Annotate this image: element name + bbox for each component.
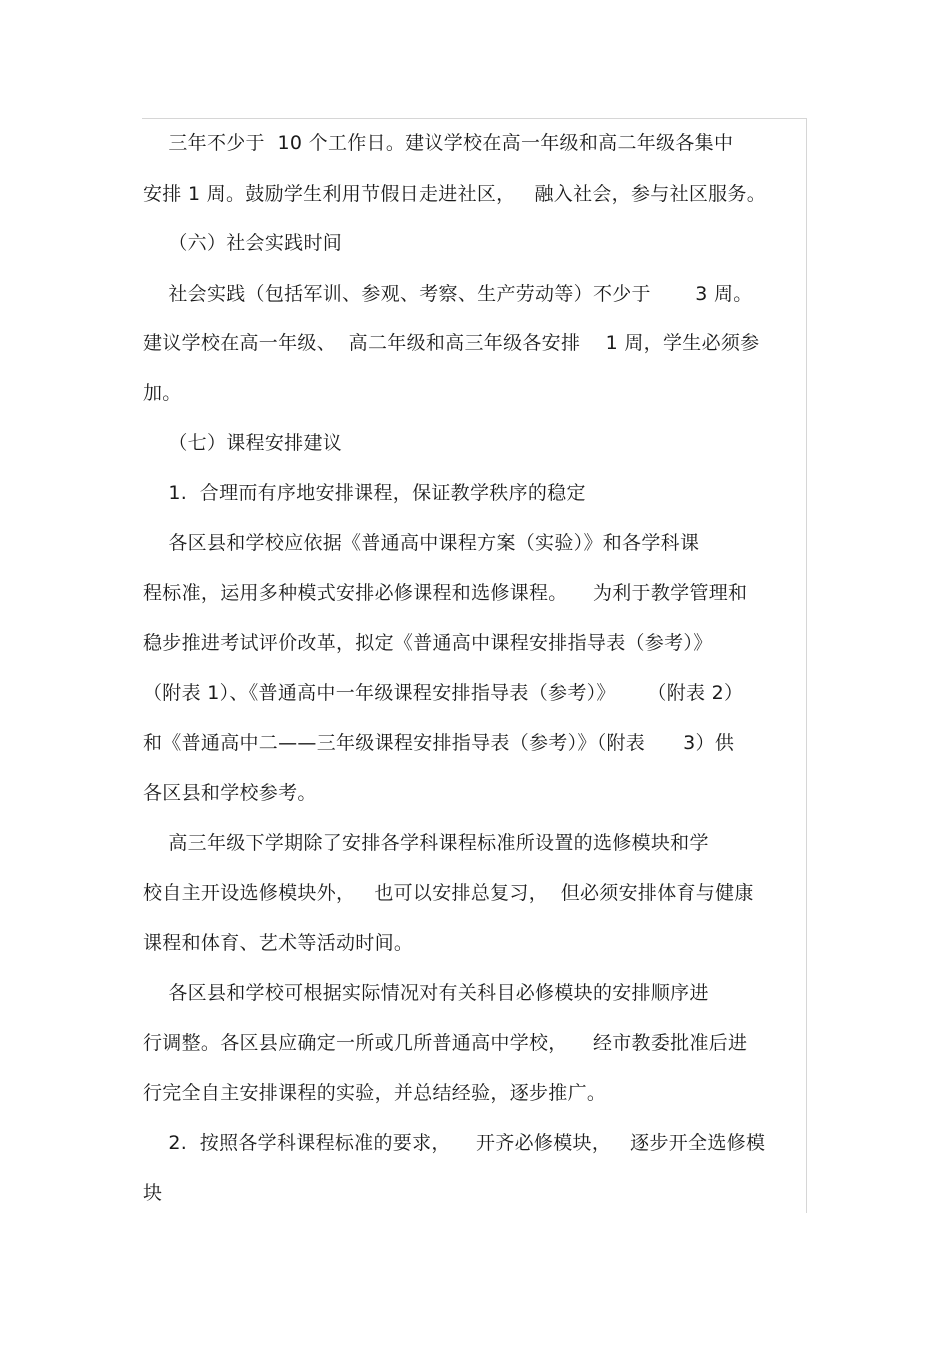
text-line: 安排 1 周。鼓励学生利用节假日走进社区， 融入社会，参与社区服务。 [143, 183, 767, 205]
subsection-heading: 2. 按照各学科课程标准的要求， 开齐必修模块， 逐步开全选修模 [143, 1132, 766, 1154]
text-line: 各区县和学校应依据《普通高中课程方案（实验）》和各学科课 [143, 532, 700, 554]
text-line: 行完全自主安排课程的实验，并总结经验，逐步推广。 [143, 1082, 607, 1104]
text-line: 高三年级下学期除了安排各学科课程标准所设置的选修模块和学 [143, 832, 709, 854]
text-line: 块 [143, 1182, 163, 1204]
text-line: 各区县和学校可根据实际情况对有关科目必修模块的安排顺序进 [143, 982, 709, 1004]
section-heading: （七）课程安排建议 [143, 432, 343, 454]
text-line: 程标准，运用多种模式安排必修课程和选修课程。 为利于教学管理和 [143, 582, 748, 604]
text-line: 社会实践（包括军训、参观、考察、生产劳动等）不少于 3 周。 [143, 283, 753, 305]
text-line: 各区县和学校参考。 [143, 782, 317, 804]
text-line: 课程和体育、艺术等活动时间。 [143, 932, 414, 954]
subsection-heading: 1. 合理而有序地安排课程，保证教学秩序的稳定 [143, 482, 586, 504]
text-line: 和《普通高中二——三年级课程安排指导表（参考）》（附表 3）供 [143, 732, 735, 754]
text-line: 加。 [143, 382, 182, 404]
text-line: 三年不少于 10 个工作日。建议学校在高一年级和高二年级各集中 [143, 132, 734, 154]
text-line: 校自主开设选修模块外， 也可以安排总复习， 但必须安排体育与健康 [143, 882, 754, 904]
section-heading: （六）社会实践时间 [143, 232, 343, 254]
text-line: （附表 1）、《普通高中一年级课程安排指导表（参考）》 （附表 2） [143, 682, 744, 704]
text-line: 行调整。各区县应确定一所或几所普通高中学校， 经市教委批准后进 [143, 1032, 748, 1054]
text-line: 建议学校在高一年级、 高二年级和高三年级各安排 1 周，学生必须参 [143, 332, 760, 354]
text-line: 稳步推进考试评价改革，拟定《普通高中课程安排指导表（参考）》 [143, 632, 713, 654]
